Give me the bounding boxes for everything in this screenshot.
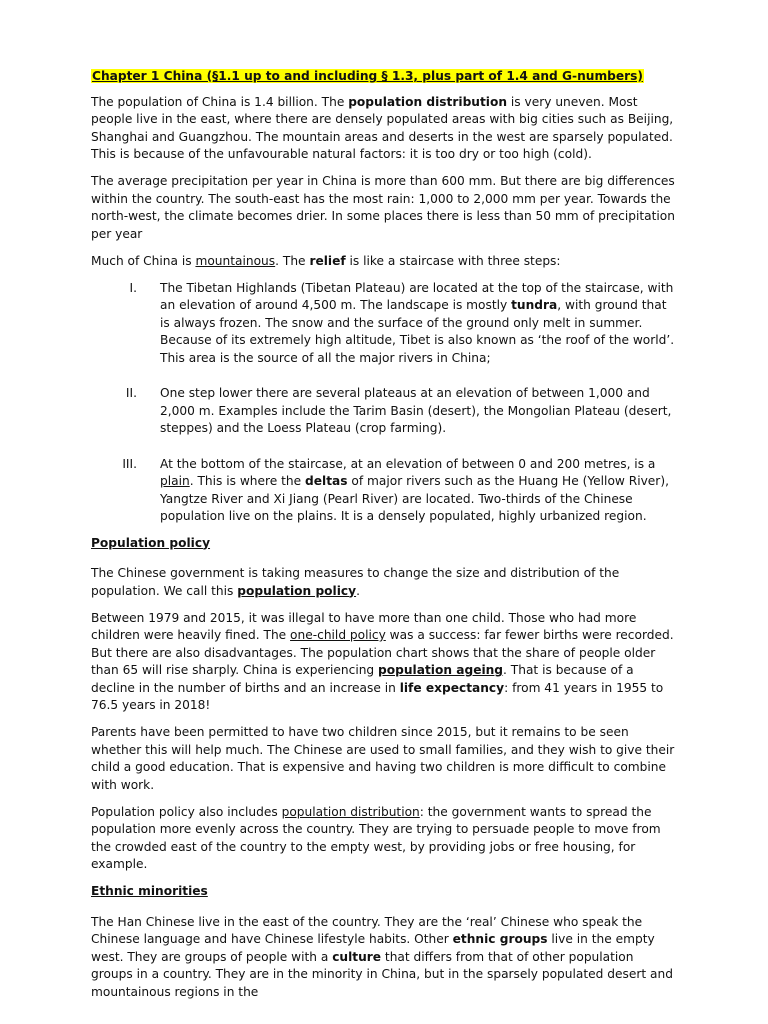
heading-ethnic-minorities: Ethnic minorities xyxy=(91,884,208,898)
staircase-steps-list xyxy=(91,280,679,526)
term-population-policy: population policy xyxy=(237,583,357,598)
paragraph-precipitation: The average precipitation per year in China is more than 600 mm. But there are big differences within the country. The south-east has the most rain: 1,000 to 2,000 mm per year. Towards the north-west, the climate becomes drier. In some places there is less than 50 mm of precipitation per year xyxy=(91,174,675,241)
text-run: that differs from that of other population groups in a country. They are in the minority in China, but in the sparsely populated desert and mountainous regions in the xyxy=(91,949,673,999)
paragraph-relief xyxy=(91,253,679,271)
text-run: The population of China is 1.4 billion. The xyxy=(91,94,349,109)
term-plain: plain xyxy=(160,474,190,488)
term-population-distribution: population distribution xyxy=(348,94,508,109)
paragraph-two-children: Parents have been permitted to have two children since 2015, but it remains to be seen whether this will help much. The Chinese are used to small families, and they wish to give their child a good education. That is expensive and having two children is more difficult to combine with work. xyxy=(91,725,675,792)
paragraph-one-child xyxy=(91,610,679,715)
term-mountainous: mountainous xyxy=(195,253,276,268)
text-run: One step lower there are several plateaus at an elevation of between 1,000 and 2,000 m. Examples include the Tarim Basin (desert), the Mongolian Plateau (desert, steppes) and the Loess Plateau (crop farming). xyxy=(160,386,672,435)
list-number: III. xyxy=(122,456,137,471)
text-run: : from 41 years in 1955 to 76.5 years in 2018! xyxy=(91,680,664,712)
chapter-title-line xyxy=(91,68,679,86)
list-item xyxy=(91,456,679,526)
paragraph-distribution-policy xyxy=(91,804,679,874)
text-run: is like a staircase with three steps: xyxy=(345,253,561,268)
text-run: was a success: far fewer births were recorded. But there are also disadvantages. The population chart shows that the share of people older than 65 will rise sharply. China is experiencing xyxy=(91,628,674,677)
term-population-ageing: population ageing xyxy=(378,663,504,677)
text-run: , with ground that is always frozen. The snow and the surface of the ground only melt in summer. Because of its extremely high altitude, Tibet is also known as ‘the roof of the world’. This area is the source of all the major rivers in China; xyxy=(160,298,675,365)
text-run: The Tibetan Highlands (Tibetan Plateau) are located at the top of the staircase, with an elevation of around 4,500 m. The landscape is mostly xyxy=(160,280,674,312)
text-run: Much of China is xyxy=(91,253,196,268)
term-population-distribution: population distribution xyxy=(281,804,420,819)
text-run: . The xyxy=(275,253,310,268)
heading-population-policy: Population policy xyxy=(91,535,211,550)
term-ethnic-groups: ethnic groups xyxy=(452,932,548,946)
text-run: of major rivers such as the Huang He (Yellow River), Yangtze River and Xi Jiang (Pearl River) are located. Two-thirds of the Chinese population live on the plains. It is a densely populated, highly urbanized region. xyxy=(160,474,669,523)
paragraph-population xyxy=(91,94,679,164)
text-run: . That is because of a decline in the number of births and an increase in xyxy=(91,663,634,695)
chapter-title: Chapter 1 China (§1.1 up to and including § 1.3, plus part of 1.4 and G-numbers) xyxy=(92,69,643,83)
text-run: At the bottom of the staircase, at an elevation of between 0 and 200 metres, is a xyxy=(160,456,656,471)
list-number: II. xyxy=(125,386,137,400)
text-run: : the government wants to spread the population more evenly across the country. They are trying to persuade people to move from the crowded east of the country to the empty west, by providing jobs or free housing, for example. xyxy=(91,804,661,871)
document-body xyxy=(91,68,679,1011)
text-run: The Han Chinese live in the east of the country. They are the ‘real’ Chinese who speak the Chinese language and have Chinese lifestyle habits. Other xyxy=(91,914,643,946)
text-run: The Chinese government is taking measures to change the size and distribution of the population. We call this xyxy=(91,566,620,598)
paragraph-policy-intro xyxy=(91,565,679,600)
term-life-expectancy: life expectancy xyxy=(399,680,505,695)
text-run: live in the empty west. They are groups of people with a xyxy=(91,932,655,964)
text-run: Between 1979 and 2015, it was illegal to have more than one child. Those who had more children were heavily fined. The xyxy=(91,610,637,642)
term-deltas: deltas xyxy=(305,474,348,488)
term-relief: relief xyxy=(309,253,346,268)
text-run: . xyxy=(356,583,360,598)
paragraph-ethnic xyxy=(91,914,679,1002)
list-number: I. xyxy=(129,280,137,295)
list-item xyxy=(91,385,679,438)
text-run: is very uneven. Most people live in the east, where there are densely populated areas with big cities such as Beijing, Shanghai and Guangzhou. The mountain areas and deserts in the west are sparsely populated. This is because of the unfavourable natural factors: it is too dry or too high (cold). xyxy=(91,94,674,161)
term-one-child-policy: one-child policy xyxy=(290,628,386,642)
term-culture: culture xyxy=(332,949,382,964)
text-run: Population policy also includes xyxy=(91,804,282,819)
text-run: . This is where the xyxy=(189,474,306,488)
term-tundra: tundra xyxy=(511,298,558,312)
list-item xyxy=(91,280,679,368)
